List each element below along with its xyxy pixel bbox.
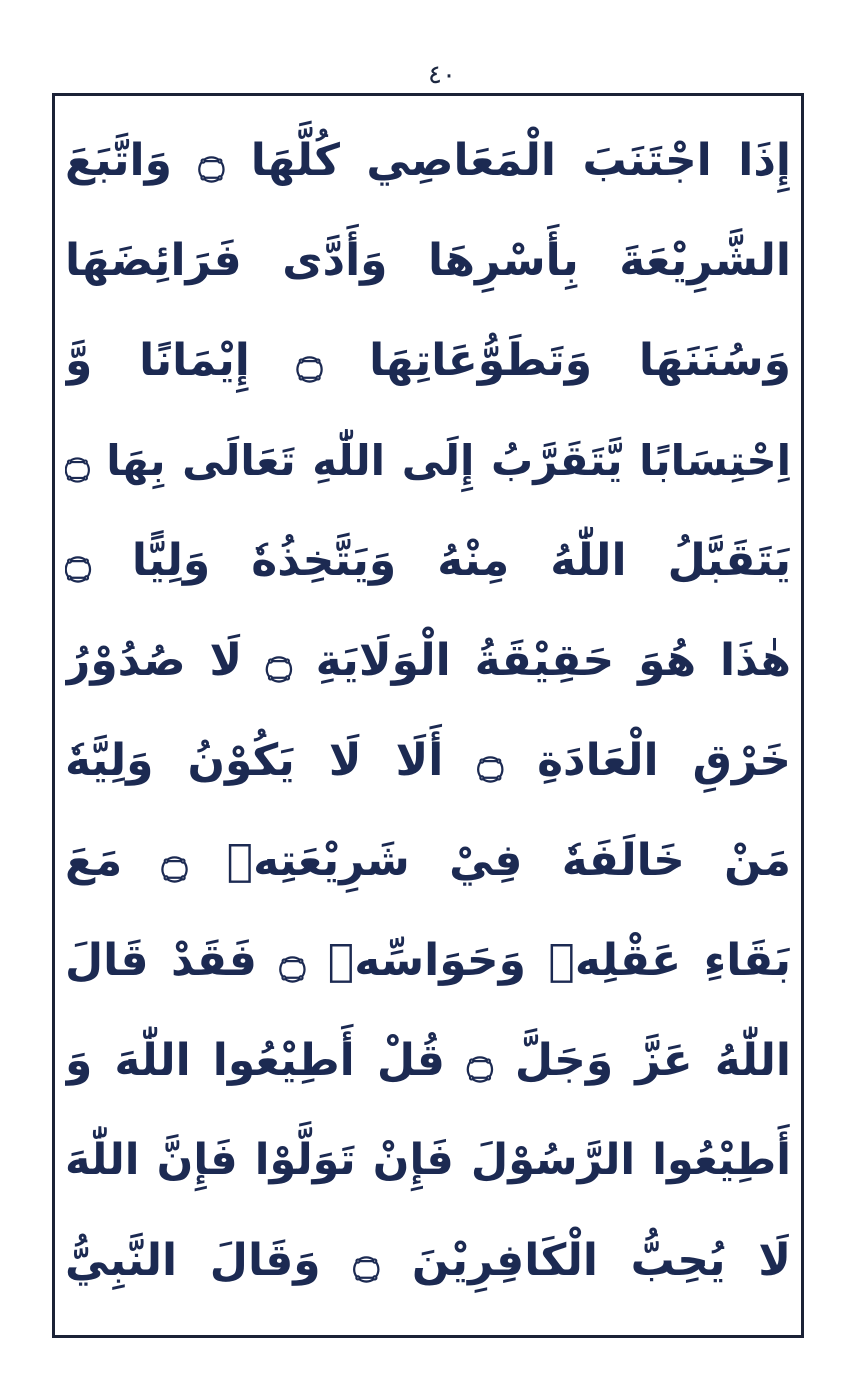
line-text: خَرْقِ الْعَادَةِ ۝ أَلَا لَا يَكُوْنُ وَلِيَّهٗ	[65, 734, 791, 786]
text-line-11	[65, 1114, 791, 1206]
text-line-10	[65, 1014, 791, 1106]
line-text: اِحْتِسَابًا يَّتَقَرَّبُ إِلَى اللّٰهِ تَعَالَى بِهَا ۝	[65, 435, 791, 485]
line-text: اللّٰهُ عَزَّ وَجَلَّ ۝ قُلْ أَطِيْعُوا اللّٰهَ وَ	[65, 1034, 791, 1086]
line-text: الشَّرِيْعَةَ بِأَسْرِهَا وَأَدَّى فَرَائِضَهَا	[65, 234, 791, 286]
text-line-12	[65, 1214, 791, 1306]
text-line-8	[65, 814, 791, 906]
text-line-1	[65, 114, 791, 206]
line-text: لَا يُحِبُّ الْكَافِرِيْنَ ۝ وَقَالَ النَّبِيُّ	[65, 1234, 791, 1286]
line-text: مَنْ خَالَفَهٗ فِيْ شَرِيْعَتِهٖ ۝ مَعَ	[65, 834, 791, 886]
text-line-9	[65, 914, 791, 1006]
text-line-7	[65, 714, 791, 806]
page-frame	[52, 93, 804, 1338]
line-text: أَطِيْعُوا الرَّسُوْلَ فَإِنْ تَوَلَّوْا فَإِنَّ اللّٰهَ	[65, 1135, 791, 1185]
text-body	[65, 106, 791, 1325]
text-line-5	[65, 514, 791, 606]
line-text: هٰذَا هُوَ حَقِيْقَةُ الْوَلَايَةِ ۝ لَا صُدُوْرُ	[65, 634, 791, 686]
text-line-4	[65, 414, 791, 506]
line-text: يَتَقَبَّلُ اللّٰهُ مِنْهُ وَيَتَّخِذُهٗ وَلِيًّا ۝	[65, 534, 791, 586]
text-line-6	[65, 614, 791, 706]
line-text: وَسُنَنَهَا وَتَطَوُّعَاتِهَا ۝ إِيْمَانًا وَّ	[65, 334, 791, 386]
line-text: إِذَا اجْتَنَبَ الْمَعَاصِي كُلَّهَا ۝ وَاتَّبَعَ	[65, 134, 791, 186]
page-number: ٤٠	[428, 60, 456, 90]
text-line-2	[65, 214, 791, 306]
line-text: بَقَاءِ عَقْلِهٖ وَحَوَاسِّهٖ ۝ فَقَدْ قَالَ	[65, 934, 791, 986]
text-line-3	[65, 314, 791, 406]
